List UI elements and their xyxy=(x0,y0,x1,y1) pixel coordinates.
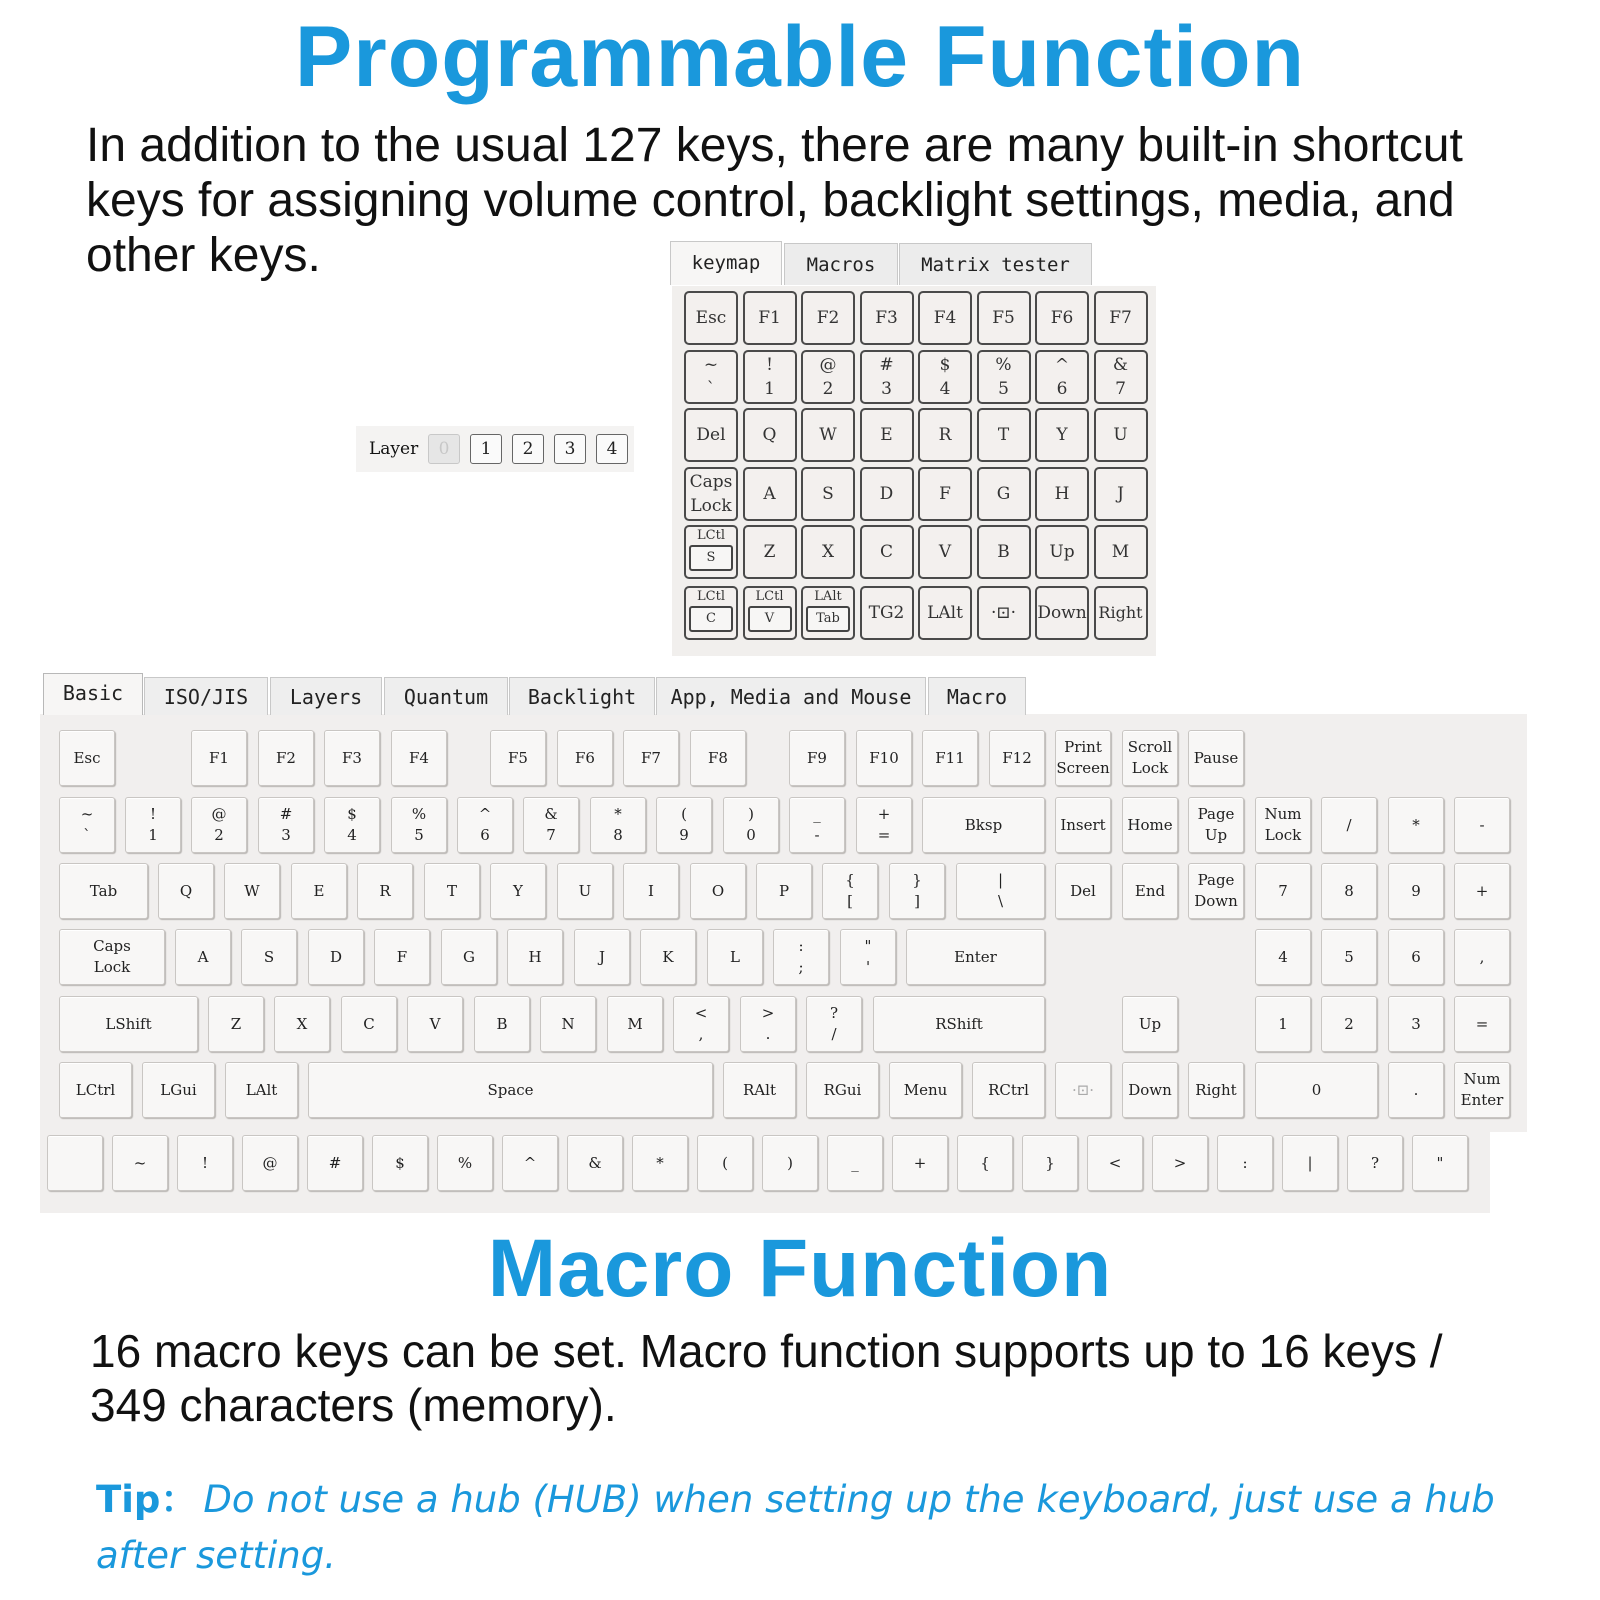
keymap-key-v[interactable]: V xyxy=(918,525,972,579)
key-7[interactable]: 7 xyxy=(1255,863,1311,919)
key-8[interactable]: * 8 xyxy=(590,797,646,853)
key-symbol[interactable]: * xyxy=(1388,797,1444,853)
key-f2[interactable]: F2 xyxy=(258,730,314,786)
key-num-lock[interactable]: Num Lock xyxy=(1255,797,1311,853)
key-t[interactable]: T xyxy=(424,863,480,919)
key-page-up[interactable]: Page Up xyxy=(1188,797,1244,853)
keymap-key-7[interactable]: & 7 xyxy=(1094,350,1148,404)
key-menu[interactable]: Menu xyxy=(889,1062,962,1118)
key-symbol[interactable]: { xyxy=(957,1135,1013,1191)
keymap-key-del[interactable]: Del xyxy=(684,408,738,462)
key-symbol[interactable]: * xyxy=(632,1135,688,1191)
macro-line: 16 macro keys can be set. Macro function supports up to 16 keys / xyxy=(90,1325,1443,1377)
keymap-key-lctl-v[interactable]: LCtl V xyxy=(743,586,797,640)
keymap-key-y[interactable]: Y xyxy=(1035,408,1089,462)
key-symbol[interactable]: @ xyxy=(242,1135,298,1191)
key-f12[interactable]: F12 xyxy=(989,730,1045,786)
key-symbol[interactable]: _ - xyxy=(789,797,845,853)
key-right[interactable]: Right xyxy=(1188,1062,1244,1118)
keymap-key-x[interactable]: X xyxy=(801,525,855,579)
tab-keymap[interactable]: keymap xyxy=(670,241,782,285)
key-e[interactable]: E xyxy=(291,863,347,919)
keymap-key-r[interactable]: R xyxy=(918,408,972,462)
key-9[interactable]: 9 xyxy=(1388,863,1444,919)
key-s[interactable]: S xyxy=(241,929,297,985)
key-enter[interactable]: Enter xyxy=(906,929,1045,985)
key-symbol[interactable]: : xyxy=(1217,1135,1273,1191)
key-tab[interactable]: Tab xyxy=(59,863,148,919)
key-symbol[interactable]: ! xyxy=(177,1135,233,1191)
key-6[interactable]: ^ 6 xyxy=(457,797,513,853)
key-i[interactable]: I xyxy=(623,863,679,919)
intro-line: keys for assigning volume control, backlight settings, media, and xyxy=(86,174,1455,227)
keymap-key-lctl-c[interactable]: LCtl C xyxy=(684,586,738,640)
tab-backlight[interactable]: Backlight xyxy=(509,677,655,715)
key-f7[interactable]: F7 xyxy=(623,730,679,786)
key-lalt[interactable]: LAlt xyxy=(225,1062,298,1118)
keymap-key-u[interactable]: U xyxy=(1094,408,1148,462)
key-q[interactable]: Q xyxy=(158,863,214,919)
layer-button-4[interactable]: 4 xyxy=(596,434,628,464)
key-symbol[interactable]: | \ xyxy=(956,863,1045,919)
key-blank[interactable] xyxy=(47,1135,103,1191)
key-4[interactable]: $ 4 xyxy=(324,797,380,853)
layer-button-0[interactable]: 0 xyxy=(428,434,460,464)
keymap-key-w[interactable]: W xyxy=(801,408,855,462)
key-del[interactable]: Del xyxy=(1055,863,1111,919)
key-rgui[interactable]: RGui xyxy=(806,1062,879,1118)
key-f8[interactable]: F8 xyxy=(690,730,746,786)
keymap-key-f6[interactable]: F6 xyxy=(1035,291,1089,345)
keymap-key-lalt-tab[interactable]: LAlt Tab xyxy=(801,586,855,640)
keymap-key-b[interactable]: B xyxy=(977,525,1031,579)
key-ralt[interactable]: RAlt xyxy=(723,1062,796,1118)
key-caps-lock[interactable]: Caps Lock xyxy=(59,929,165,985)
key-symbol[interactable]: " ' xyxy=(840,929,896,985)
key-k[interactable]: K xyxy=(640,929,696,985)
key-symbol[interactable]: ·⊡· xyxy=(1055,1062,1111,1118)
key-symbol[interactable]: = xyxy=(1454,996,1510,1052)
tip-text: Do not use a hub (HUB) when setting up the keyboard, just use a hub after setting. xyxy=(96,1478,1495,1577)
key-r[interactable]: R xyxy=(357,863,413,919)
key-up[interactable]: Up xyxy=(1122,996,1178,1052)
key-f10[interactable]: F10 xyxy=(856,730,912,786)
layer-button-3[interactable]: 3 xyxy=(554,434,586,464)
key-f5[interactable]: F5 xyxy=(490,730,546,786)
tab-app-media-and-mouse[interactable]: App, Media and Mouse xyxy=(656,677,926,715)
key-p[interactable]: P xyxy=(756,863,812,919)
keymap-key-lalt[interactable]: LAlt xyxy=(918,586,972,640)
key-symbol[interactable]: } ] xyxy=(889,863,945,919)
keymap-key-j[interactable]: J xyxy=(1094,467,1148,521)
tab-iso-jis[interactable]: ISO/JIS xyxy=(144,677,268,715)
key-bksp[interactable]: Bksp xyxy=(922,797,1045,853)
key-9[interactable]: ( 9 xyxy=(656,797,712,853)
key-w[interactable]: W xyxy=(224,863,280,919)
keymap-key-6[interactable]: ^ 6 xyxy=(1035,350,1089,404)
key-symbol[interactable]: } xyxy=(1022,1135,1078,1191)
key-d[interactable]: D xyxy=(308,929,364,985)
key-f1[interactable]: F1 xyxy=(191,730,247,786)
keymap-key-c[interactable]: C xyxy=(860,525,914,579)
key-5[interactable]: 5 xyxy=(1321,929,1377,985)
key-pause[interactable]: Pause xyxy=(1188,730,1244,786)
layer-selector xyxy=(356,426,634,472)
tab-layers[interactable]: Layers xyxy=(270,677,382,715)
key-symbol[interactable]: + xyxy=(892,1135,948,1191)
key-symbol[interactable]: > xyxy=(1152,1135,1208,1191)
keymap-key-f7[interactable]: F7 xyxy=(1094,291,1148,345)
keymap-key-h[interactable]: H xyxy=(1035,467,1089,521)
key-symbol[interactable]: $ xyxy=(372,1135,428,1191)
keymap-key-f5[interactable]: F5 xyxy=(977,291,1031,345)
tab-basic[interactable]: Basic xyxy=(43,673,143,715)
key-symbol[interactable]: : ; xyxy=(773,929,829,985)
key-rshift[interactable]: RShift xyxy=(873,996,1045,1052)
key-4[interactable]: 4 xyxy=(1255,929,1311,985)
key-symbol[interactable]: _ xyxy=(827,1135,883,1191)
key-8[interactable]: 8 xyxy=(1321,863,1377,919)
layer-button-2[interactable]: 2 xyxy=(512,434,544,464)
key-symbol[interactable]: # xyxy=(307,1135,363,1191)
tip-label: Tip： xyxy=(96,1478,198,1521)
key-symbol[interactable]: ~ xyxy=(112,1135,168,1191)
key-symbol[interactable]: " xyxy=(1412,1135,1468,1191)
keymap-key-symbol[interactable]: ~ ` xyxy=(684,350,738,404)
keymap-key-e[interactable]: E xyxy=(860,408,914,462)
key-f11[interactable]: F11 xyxy=(922,730,978,786)
keymap-key-z[interactable]: Z xyxy=(743,525,797,579)
macro-line: 349 characters (memory). xyxy=(90,1379,617,1431)
key-j[interactable]: J xyxy=(574,929,630,985)
keymap-key-symbol[interactable]: ·⊡· xyxy=(977,586,1031,640)
key-2[interactable]: @ 2 xyxy=(191,797,247,853)
key-end[interactable]: End xyxy=(1122,863,1178,919)
key-symbol[interactable]: - xyxy=(1454,797,1510,853)
key-7[interactable]: & 7 xyxy=(523,797,579,853)
intro-line: other keys. xyxy=(86,229,321,282)
key-page-down[interactable]: Page Down xyxy=(1188,863,1244,919)
keymap-key-d[interactable]: D xyxy=(860,467,914,521)
key-2[interactable]: 2 xyxy=(1321,996,1377,1052)
key-f4[interactable]: F4 xyxy=(391,730,447,786)
key-home[interactable]: Home xyxy=(1122,797,1178,853)
key-o[interactable]: O xyxy=(690,863,746,919)
keymap-key-up[interactable]: Up xyxy=(1035,525,1089,579)
layer-label: Layer xyxy=(369,439,419,459)
key-symbol[interactable]: > . xyxy=(740,996,796,1052)
key-l[interactable]: L xyxy=(707,929,763,985)
key-symbol[interactable]: ? xyxy=(1347,1135,1403,1191)
key-lshift[interactable]: LShift xyxy=(59,996,198,1052)
key-6[interactable]: 6 xyxy=(1388,929,1444,985)
key-rctrl[interactable]: RCtrl xyxy=(972,1062,1045,1118)
intro-line: In addition to the usual 127 keys, there are many built-in shortcut xyxy=(86,119,1463,172)
key-symbol[interactable]: + xyxy=(1454,863,1510,919)
key-lctrl[interactable]: LCtrl xyxy=(59,1062,132,1118)
key-u[interactable]: U xyxy=(557,863,613,919)
keymap-key-f[interactable]: F xyxy=(918,467,972,521)
key-symbol[interactable]: % xyxy=(437,1135,493,1191)
key-5[interactable]: % 5 xyxy=(391,797,447,853)
key-1[interactable]: 1 xyxy=(1255,996,1311,1052)
keymap-panel xyxy=(670,243,1156,657)
key-f6[interactable]: F6 xyxy=(557,730,613,786)
tab-macro[interactable]: Macro xyxy=(928,677,1026,715)
key-print-screen[interactable]: Print Screen xyxy=(1055,730,1111,786)
key-space[interactable]: Space xyxy=(308,1062,713,1118)
key-symbol[interactable]: , xyxy=(1454,929,1510,985)
key-m[interactable]: M xyxy=(607,996,663,1052)
key-f[interactable]: F xyxy=(374,929,430,985)
keymap-key-a[interactable]: A xyxy=(743,467,797,521)
key-h[interactable]: H xyxy=(507,929,563,985)
key-c[interactable]: C xyxy=(341,996,397,1052)
key-y[interactable]: Y xyxy=(490,863,546,919)
key-z[interactable]: Z xyxy=(208,996,264,1052)
key-n[interactable]: N xyxy=(540,996,596,1052)
keymap-key-q[interactable]: Q xyxy=(743,408,797,462)
key-3[interactable]: # 3 xyxy=(258,797,314,853)
key-0[interactable]: 0 xyxy=(1255,1062,1378,1118)
key-down[interactable]: Down xyxy=(1122,1062,1178,1118)
keymap-key-f3[interactable]: F3 xyxy=(860,291,914,345)
key-a[interactable]: A xyxy=(175,929,231,985)
key-symbol[interactable]: ) xyxy=(762,1135,818,1191)
keymap-key-t[interactable]: T xyxy=(977,408,1031,462)
layer-button-1[interactable]: 1 xyxy=(470,434,502,464)
keymap-key-f4[interactable]: F4 xyxy=(918,291,972,345)
page-title: Programmable Function xyxy=(294,9,1306,105)
key-esc[interactable]: Esc xyxy=(59,730,115,786)
keymap-key-1[interactable]: ! 1 xyxy=(743,350,797,404)
key-symbol[interactable]: | xyxy=(1282,1135,1338,1191)
keymap-key-2[interactable]: @ 2 xyxy=(801,350,855,404)
key-b[interactable]: B xyxy=(474,996,530,1052)
keymap-key-right[interactable]: Right xyxy=(1094,586,1148,640)
keymap-key-3[interactable]: # 3 xyxy=(860,350,914,404)
keymap-key-lctl-s[interactable]: LCtl S xyxy=(684,525,738,579)
key-0[interactable]: ) 0 xyxy=(723,797,779,853)
key-3[interactable]: 3 xyxy=(1388,996,1444,1052)
keymap-key-5[interactable]: % 5 xyxy=(977,350,1031,404)
key-symbol[interactable]: . xyxy=(1388,1062,1444,1118)
key-num-enter[interactable]: Num Enter xyxy=(1454,1062,1510,1118)
keymap-key-g[interactable]: G xyxy=(977,467,1031,521)
key-f3[interactable]: F3 xyxy=(324,730,380,786)
key-symbol[interactable]: ~ ` xyxy=(59,797,115,853)
tab-matrix-tester[interactable]: Matrix tester xyxy=(899,243,1092,285)
key-f9[interactable]: F9 xyxy=(789,730,845,786)
key-symbol[interactable]: + = xyxy=(856,797,912,853)
key-symbol[interactable]: / xyxy=(1321,797,1377,853)
tab-quantum[interactable]: Quantum xyxy=(384,677,508,715)
keymap-key-f2[interactable]: F2 xyxy=(801,291,855,345)
key-symbol[interactable]: < xyxy=(1087,1135,1143,1191)
macro-text xyxy=(90,1324,1570,1432)
keymap-key-tg2[interactable]: TG2 xyxy=(860,586,914,640)
keymap-key-caps-lock[interactable]: Caps Lock xyxy=(684,467,738,521)
keymap-key-s[interactable]: S xyxy=(801,467,855,521)
key-scroll-lock[interactable]: Scroll Lock xyxy=(1122,730,1178,786)
key-insert[interactable]: Insert xyxy=(1055,797,1111,853)
macro-heading: Macro Function xyxy=(487,1223,1113,1314)
key-symbol[interactable]: ( xyxy=(697,1135,753,1191)
key-symbol[interactable]: ^ xyxy=(502,1135,558,1191)
key-x[interactable]: X xyxy=(274,996,330,1052)
keymap-key-esc[interactable]: Esc xyxy=(684,291,738,345)
key-symbol[interactable]: ? / xyxy=(806,996,862,1052)
keymap-key-f1[interactable]: F1 xyxy=(743,291,797,345)
key-symbol[interactable]: & xyxy=(567,1135,623,1191)
key-lgui[interactable]: LGui xyxy=(142,1062,215,1118)
key-1[interactable]: ! 1 xyxy=(125,797,181,853)
key-v[interactable]: V xyxy=(407,996,463,1052)
tip-note xyxy=(96,1472,1516,1584)
keymap-key-4[interactable]: $ 4 xyxy=(918,350,972,404)
keymap-key-down[interactable]: Down xyxy=(1035,586,1089,640)
key-symbol[interactable]: { [ xyxy=(822,863,878,919)
key-symbol[interactable]: < , xyxy=(673,996,729,1052)
keymap-key-m[interactable]: M xyxy=(1094,525,1148,579)
tab-macros[interactable]: Macros xyxy=(784,243,898,285)
key-g[interactable]: G xyxy=(441,929,497,985)
